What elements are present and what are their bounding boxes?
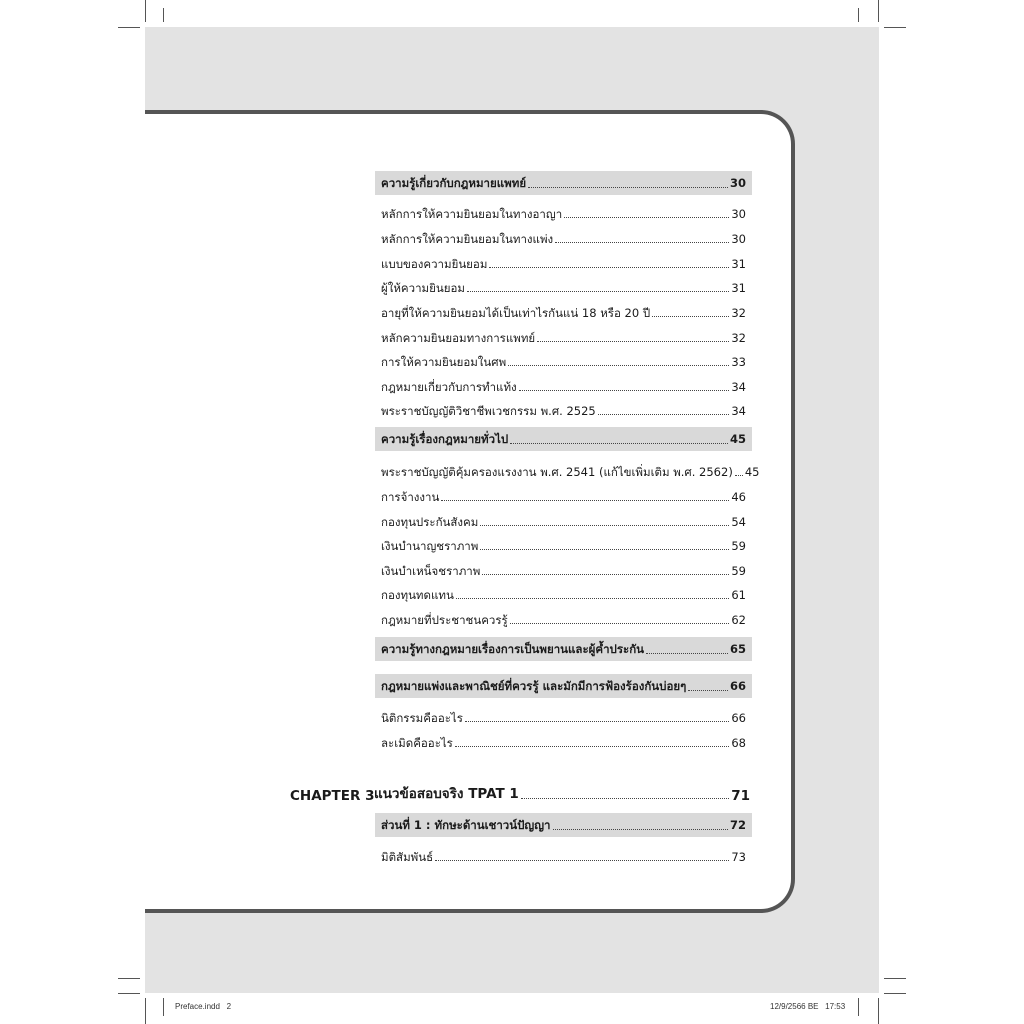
crop-mark: [118, 27, 140, 28]
toc-entry[interactable]: [375, 200, 752, 222]
dot-leader: [482, 574, 729, 575]
toc-entry[interactable]: [375, 532, 752, 554]
toc-page-number: 34: [731, 380, 746, 394]
dot-leader: [455, 746, 730, 747]
toc-page-number: 59: [731, 564, 746, 578]
toc-entry[interactable]: [375, 557, 752, 579]
chapter-title: แนวข้อสอบจริง TPAT 1: [374, 786, 519, 802]
crop-mark: [884, 978, 906, 979]
toc-label: ความรู้ทางกฎหมายเรื่องการเป็นพยานและผู้ค้ำประกัน: [381, 642, 645, 656]
toc-page-number: 31: [731, 257, 746, 271]
crop-mark: [878, 0, 879, 22]
dot-leader: [519, 390, 730, 391]
crop-mark: [145, 0, 146, 22]
toc-label: ความรู้เรื่องกฎหมายทั่วไป: [381, 432, 509, 446]
toc-page-number: 30: [729, 176, 746, 190]
dot-leader: [528, 187, 728, 188]
toc-label: ความรู้เกี่ยวกับกฎหมายแพทย์: [381, 176, 527, 190]
dot-leader: [489, 267, 729, 268]
toc-label: การจ้างงาน: [381, 490, 440, 504]
dot-leader: [441, 500, 729, 501]
toc-page-number: 66: [731, 711, 746, 725]
dot-leader: [521, 798, 729, 799]
toc-page-number: 30: [731, 207, 746, 221]
toc-page-number: 32: [731, 306, 746, 320]
toc-entry[interactable]: [375, 704, 752, 726]
toc-label: พระราชบัญญัติคุ้มครองแรงงาน พ.ศ. 2541 (แก้ไขเพิ่มเติม พ.ศ. 2562): [381, 465, 733, 479]
toc-page-number: 45: [744, 465, 760, 479]
toc-page-number: 30: [731, 232, 746, 246]
toc-heading[interactable]: [375, 637, 752, 661]
toc-label: เงินบำเหน็จชราภาพ: [381, 564, 481, 578]
dot-leader: [646, 653, 728, 654]
crop-mark: [884, 27, 906, 28]
dot-leader: [480, 525, 729, 526]
toc-entry[interactable]: [375, 225, 752, 247]
toc-label: ส่วนที่ 1 : ทักษะด้านเชาวน์ปัญญา: [381, 818, 551, 832]
toc-label: การให้ความยินยอมในศพ: [381, 355, 507, 369]
footer-timestamp: 12/9/2566 BE 17:53: [770, 1002, 846, 1011]
toc-label: อายุที่ให้ความยินยอมได้เป็นเท่าไรกันแน่ 18 หรือ 20 ปี: [381, 306, 651, 320]
toc-entry[interactable]: [375, 299, 752, 321]
toc-heading[interactable]: [375, 674, 752, 698]
toc-entry[interactable]: [375, 581, 752, 603]
crop-mark: [118, 993, 140, 994]
toc-label: ผู้ให้ความยินยอม: [381, 281, 465, 295]
toc-label: แบบของความยินยอม: [381, 257, 488, 271]
toc-entry[interactable]: [375, 373, 752, 395]
toc-label: หลักการให้ความยินยอมในทางแพ่ง: [381, 232, 554, 246]
toc-entry[interactable]: [375, 250, 752, 272]
crop-mark: [858, 998, 859, 1016]
toc-heading[interactable]: [375, 171, 752, 195]
toc-heading[interactable]: [375, 427, 752, 451]
dot-leader: [537, 341, 729, 342]
crop-mark: [858, 8, 859, 22]
toc-entry[interactable]: [375, 843, 752, 865]
toc-label: พระราชบัญญัติวิชาชีพเวชกรรม พ.ศ. 2525: [381, 404, 596, 418]
crop-mark: [118, 978, 140, 979]
toc-entry[interactable]: [375, 348, 752, 370]
toc-entry[interactable]: [375, 324, 752, 346]
crop-mark: [163, 998, 164, 1016]
toc-page-number: 68: [731, 736, 746, 750]
crop-mark: [884, 993, 906, 994]
dot-leader: [598, 414, 730, 415]
toc-page-number: 62: [731, 613, 746, 627]
toc-heading[interactable]: [375, 813, 752, 837]
toc-label: กฎหมายที่ประชาชนควรรู้: [381, 613, 508, 627]
toc-page-number: 34: [731, 404, 746, 418]
toc-page-number: 65: [729, 642, 746, 656]
dot-leader: [553, 829, 728, 830]
dot-leader: [480, 549, 729, 550]
dot-leader: [564, 217, 729, 218]
toc-entry[interactable]: [375, 458, 760, 480]
dot-leader: [688, 690, 728, 691]
footer-filename: Preface.indd 2: [175, 1002, 232, 1011]
toc-entry[interactable]: [375, 397, 752, 419]
toc-page-number: 61: [731, 588, 746, 602]
toc-page-number: 59: [731, 539, 746, 553]
toc-label: กองทุนทดแทน: [381, 588, 454, 602]
toc-label: กองทุนประกันสังคม: [381, 515, 479, 529]
dot-leader: [652, 316, 729, 317]
dot-leader: [555, 242, 729, 243]
toc-page-number: 45: [729, 432, 746, 446]
toc-label: เงินบำนาญชราภาพ: [381, 539, 479, 553]
toc-label: หลักความยินยอมทางการแพทย์: [381, 331, 536, 345]
dot-leader: [508, 365, 729, 366]
dot-leader: [735, 475, 743, 476]
toc-entry[interactable]: [375, 729, 752, 751]
toc-page-number: 46: [731, 490, 746, 504]
dot-leader: [435, 860, 729, 861]
toc-label: มิติสัมพันธ์: [381, 850, 434, 864]
toc-page-number: 66: [729, 679, 746, 693]
crop-mark: [878, 998, 879, 1024]
chapter-number: CHAPTER 3: [290, 788, 375, 804]
dot-leader: [510, 443, 728, 444]
crop-mark: [163, 8, 164, 22]
dot-leader: [456, 598, 730, 599]
dot-leader: [510, 623, 730, 624]
toc-entry[interactable]: [375, 508, 752, 530]
chapter-page-number: 71: [731, 788, 750, 804]
toc-page-number: 33: [731, 355, 746, 369]
toc-page-number: 72: [729, 818, 746, 832]
dot-leader: [467, 291, 729, 292]
toc-label: กฎหมายเกี่ยวกับการทำแท้ง: [381, 380, 517, 394]
toc-label: ละเมิดคืออะไร: [381, 736, 453, 750]
toc-label: นิติกรรมคืออะไร: [381, 711, 463, 725]
chapter-entry[interactable]: [290, 782, 750, 804]
crop-mark: [145, 998, 146, 1024]
toc-label: กฎหมายแพ่งและพาณิชย์ที่ควรรู้ และมักมีการฟ้องร้องกันบ่อยๆ: [381, 679, 687, 693]
toc-entry[interactable]: [375, 483, 752, 505]
toc-page-number: 73: [731, 850, 746, 864]
toc-page-number: 32: [731, 331, 746, 345]
toc-entry[interactable]: [375, 606, 752, 628]
toc-label: หลักการให้ความยินยอมในทางอาญา: [381, 207, 563, 221]
toc-page-number: 31: [731, 281, 746, 295]
toc-page-number: 54: [731, 515, 746, 529]
dot-leader: [465, 721, 729, 722]
toc-entry[interactable]: [375, 274, 752, 296]
